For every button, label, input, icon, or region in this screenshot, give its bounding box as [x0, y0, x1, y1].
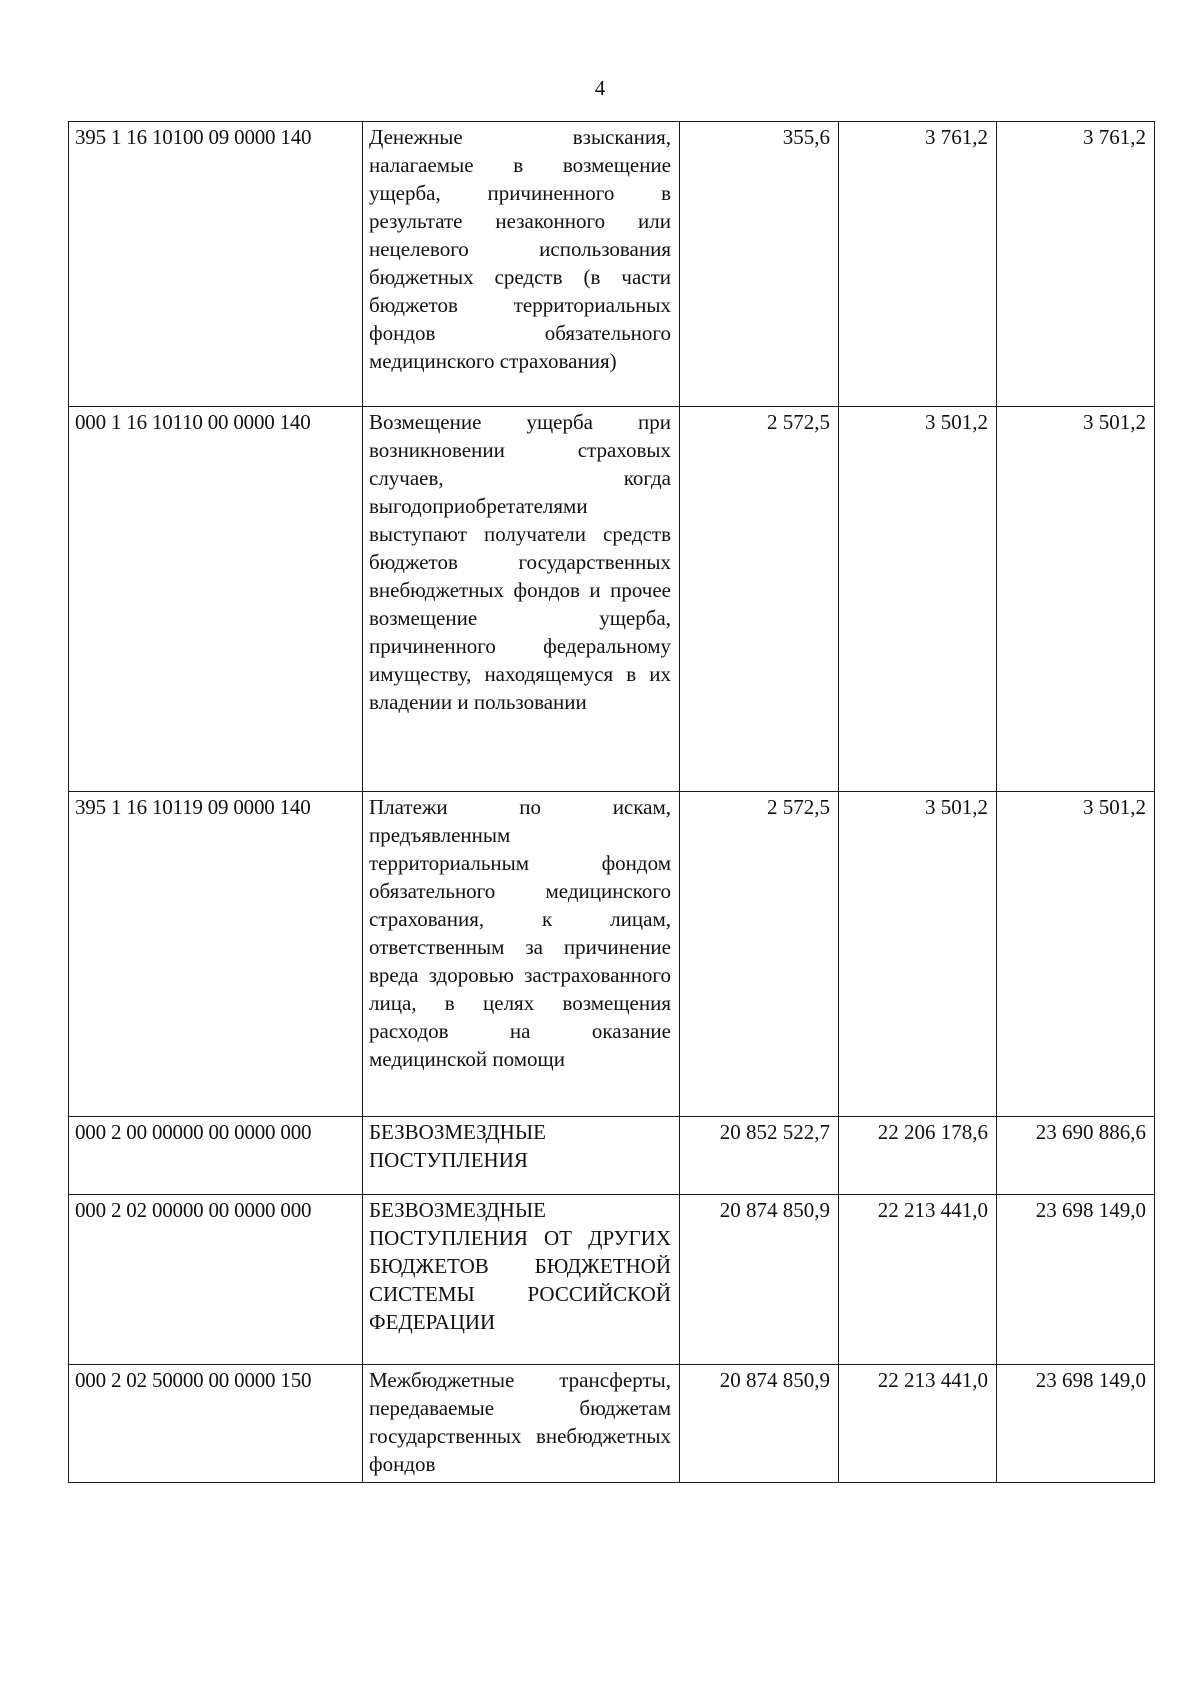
year3-amount-cell: 3 761,2	[997, 122, 1155, 407]
revenue-code-cell: 000 2 00 00000 00 0000 000	[69, 1117, 363, 1195]
revenue-code-cell: 000 2 02 00000 00 0000 000	[69, 1195, 363, 1365]
year1-amount-cell: 2 572,5	[680, 792, 839, 1117]
year2-amount-cell: 22 213 441,0	[839, 1195, 997, 1365]
table-row	[69, 407, 1155, 792]
table-row	[69, 1195, 1155, 1365]
table-row	[69, 792, 1155, 1117]
year3-amount-cell: 23 698 149,0	[997, 1365, 1155, 1483]
revenue-code-cell: 000 2 02 50000 00 0000 150	[69, 1365, 363, 1483]
year2-amount-cell: 22 206 178,6	[839, 1117, 997, 1195]
year3-amount-cell: 3 501,2	[997, 792, 1155, 1117]
revenue-code-cell: 395 1 16 10100 09 0000 140	[69, 122, 363, 407]
year1-amount-cell: 20 874 850,9	[680, 1365, 839, 1483]
revenue-name-cell: Межбюджетные трансферты, передаваемые бюджетам государственных внебюджетных фондов	[363, 1365, 680, 1483]
year3-amount-cell: 3 501,2	[997, 407, 1155, 792]
year1-amount-cell: 2 572,5	[680, 407, 839, 792]
budget-revenue-table	[68, 121, 1155, 1483]
revenue-name-cell: Платежи по искам, предъявленным территориальным фондом обязательного медицинского страхования, к лицам, ответственным за причинение вреда здоровью застрахованного лица, в целях возмещения расходов на оказание медицинской помощи	[363, 792, 680, 1117]
revenue-name-cell: БЕЗВОЗМЕЗДНЫЕ ПОСТУПЛЕНИЯ ОТ ДРУГИХ БЮДЖЕТОВ БЮДЖЕТНОЙ СИСТЕМЫ РОССИЙСКОЙ ФЕДЕРАЦИИ	[363, 1195, 680, 1365]
year3-amount-cell: 23 698 149,0	[997, 1195, 1155, 1365]
table-row	[69, 1117, 1155, 1195]
year2-amount-cell: 3 761,2	[839, 122, 997, 407]
revenue-name-cell: БЕЗВОЗМЕЗДНЫЕ ПОСТУПЛЕНИЯ	[363, 1117, 680, 1195]
year3-amount-cell: 23 690 886,6	[997, 1117, 1155, 1195]
table-row	[69, 122, 1155, 407]
revenue-name-cell: Денежные взыскания, налагаемые в возмещение ущерба, причиненного в результате незаконного или нецелевого использования бюджетных средств (в части бюджетов территориальных фондов обязательного медицинского страхования)	[363, 122, 680, 407]
year2-amount-cell: 3 501,2	[839, 792, 997, 1117]
year1-amount-cell: 355,6	[680, 122, 839, 407]
revenue-name-cell: Возмещение ущерба при возникновении страховых случаев, когда выгодоприобретателями выступают получатели средств бюджетов государственных внебюджетных фондов и прочее возмещение ущерба, причиненного федеральному имуществу, находящемуся в их владении и пользовании	[363, 407, 680, 792]
year1-amount-cell: 20 852 522,7	[680, 1117, 839, 1195]
table-row	[69, 1365, 1155, 1483]
revenue-code-cell: 000 1 16 10110 00 0000 140	[69, 407, 363, 792]
year1-amount-cell: 20 874 850,9	[680, 1195, 839, 1365]
revenue-code-cell: 395 1 16 10119 09 0000 140	[69, 792, 363, 1117]
page-number: 4	[594, 76, 606, 100]
year2-amount-cell: 22 213 441,0	[839, 1365, 997, 1483]
year2-amount-cell: 3 501,2	[839, 407, 997, 792]
